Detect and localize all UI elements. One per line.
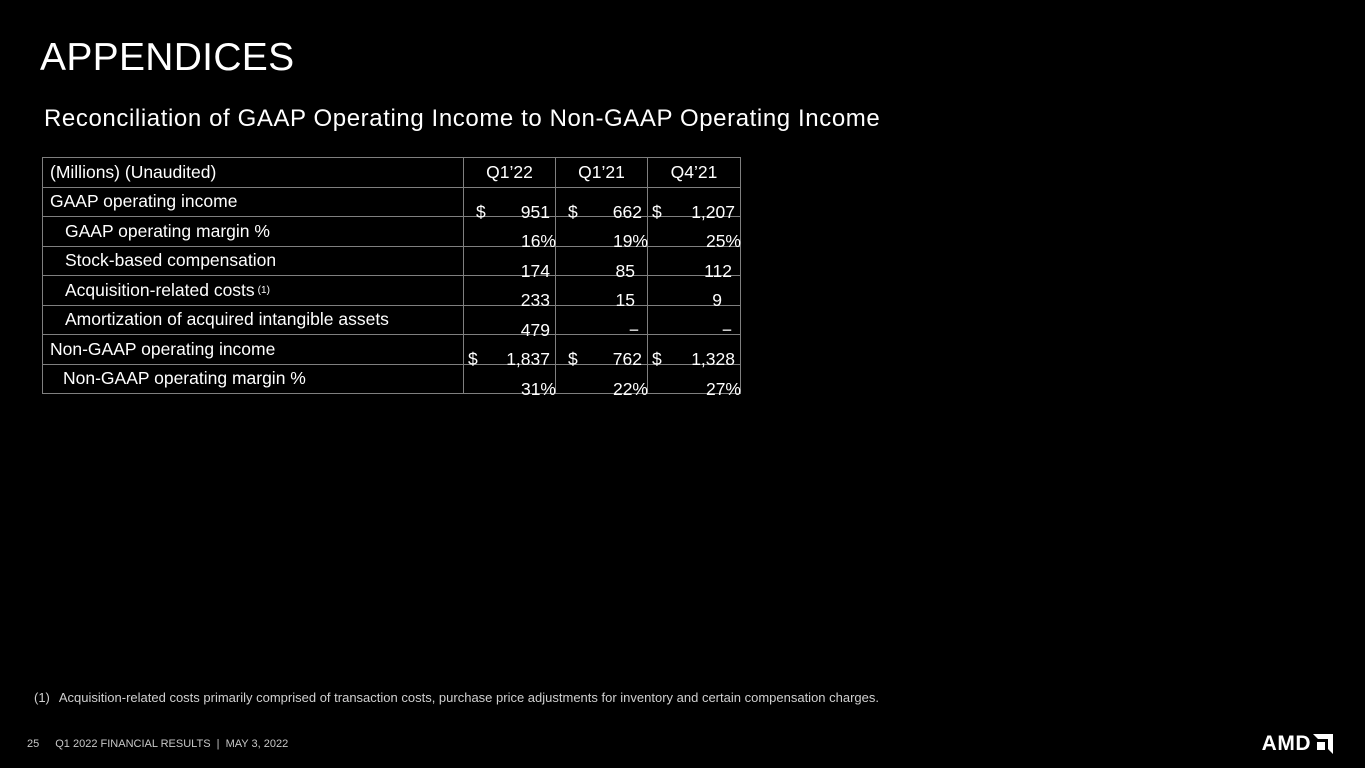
row-label: Non-GAAP operating margin %	[43, 364, 464, 394]
row-label: Acquisition-related costs (1)	[43, 276, 464, 306]
cell-value: $ 762	[556, 335, 648, 365]
cell-value: 16%	[464, 217, 556, 247]
row-label: Amortization of acquired intangible assets	[43, 305, 464, 335]
reconciliation-table	[42, 157, 741, 399]
slide-subtitle: Reconciliation of GAAP Operating Income to Non-GAAP Operating Income	[44, 105, 881, 132]
table-row	[43, 276, 741, 306]
footnote	[34, 690, 879, 705]
amd-arrow-icon	[1313, 734, 1333, 754]
table-row	[43, 187, 741, 217]
row-label: GAAP operating margin %	[43, 217, 464, 247]
cell-value: 27%	[648, 364, 741, 394]
footer-text: Q1 2022 FINANCIAL RESULTS | MAY 3, 2022	[55, 738, 289, 750]
cell-value: −	[648, 305, 741, 335]
table-row	[43, 305, 741, 335]
cell-value: 22%	[556, 364, 648, 394]
cell-value: $ 1,328	[648, 335, 741, 365]
cell-value: 9	[648, 276, 741, 306]
row-label: GAAP operating income	[43, 187, 464, 217]
footnote-ref: (1)	[257, 284, 270, 296]
table-row	[43, 217, 741, 247]
cell-value: 25%	[648, 217, 741, 247]
header-q1-22: Q1’22	[464, 158, 556, 188]
table-header-row	[43, 158, 741, 188]
slide-footer	[27, 738, 288, 750]
cell-value: 85	[556, 246, 648, 276]
row-label: Non-GAAP operating income	[43, 335, 464, 365]
amd-logo	[1262, 734, 1333, 754]
row-label: Stock-based compensation	[43, 246, 464, 276]
cell-value: $ 1,837	[464, 335, 556, 365]
cell-value: $ 951	[464, 187, 556, 217]
slide-title: APPENDICES	[40, 36, 295, 79]
footnote-text: Acquisition-related costs primarily comprised of transaction costs, purchase price adjustments for inventory and certain compensation charges.	[58, 690, 879, 705]
table-row	[43, 364, 741, 394]
page-number: 25	[27, 738, 40, 750]
cell-value: 15	[556, 276, 648, 306]
header-q4-21: Q4’21	[648, 158, 741, 188]
cell-value: 479	[464, 305, 556, 335]
cell-value: 233	[464, 276, 556, 306]
cell-value: $ 1,207	[648, 187, 741, 217]
cell-value: $ 662	[556, 187, 648, 217]
cell-value: 112	[648, 246, 741, 276]
footnote-number: (1)	[34, 690, 50, 705]
header-label: (Millions) (Unaudited)	[43, 158, 464, 188]
table-row	[43, 246, 741, 276]
logo-text: AMD	[1261, 732, 1311, 755]
cell-value: −	[556, 305, 648, 335]
header-q1-21: Q1’21	[556, 158, 648, 188]
table-row	[43, 335, 741, 365]
cell-value: 31%	[464, 364, 556, 394]
cell-value: 174	[464, 246, 556, 276]
cell-value: 19%	[556, 217, 648, 247]
